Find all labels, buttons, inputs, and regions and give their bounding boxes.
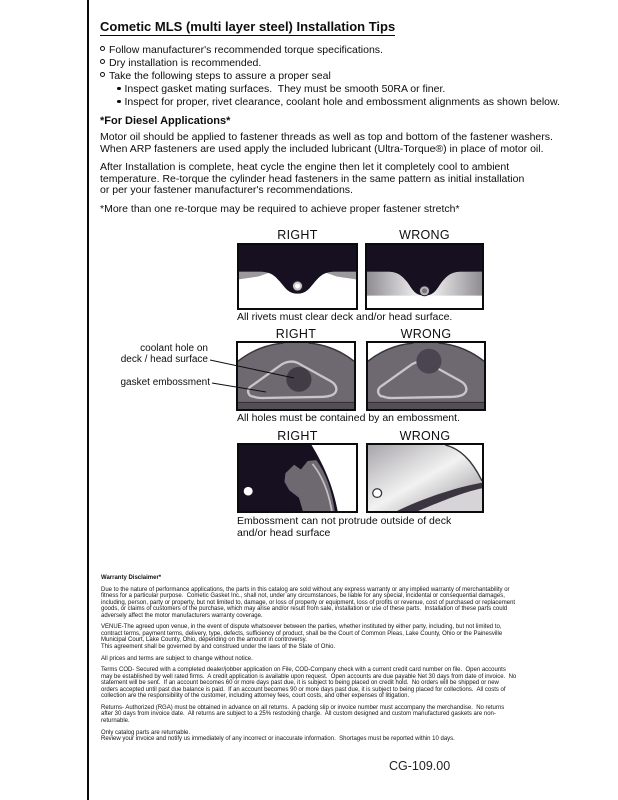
legal-paragraph: All prices and terms are subject to change without notice. [101,655,253,662]
page-title: Cometic MLS (multi layer steel) Installation Tips [100,19,396,34]
list-item: Follow manufacturer's recommended torque specifications. [100,44,560,57]
rivet-caption: All rivets must clear deck and/or head surface. [237,311,453,323]
holes-right-label: RIGHT [275,327,317,341]
rivet-wrong-diagram [365,243,484,310]
holes-wrong-label: WRONG [400,327,452,341]
coolant-hole-annotation: coolant hole on deck / head surface [120,343,208,365]
embossment-wrong-label: WRONG [399,429,451,443]
diesel-heading: *For Diesel Applications* [100,115,231,127]
holes-right-graphic [238,343,354,409]
warranty-disclaimer-section [101,575,517,748]
embossment-wrong-diagram [366,443,484,513]
left-margin-rule [87,0,89,800]
holes-right-diagram [236,341,356,411]
legal-paragraph: Due to the nature of performance applications, the parts in this catalog are sold without any express warranty or any implied warranty of merchantability or fitness for a particular purpose. Cometic Gasket Inc., shall not, under any circumstances, be liable for any special, incidental or consequential damages, including, person, party or property, but not limited to, damage, or loss of property or equipment, loss of profits or revenue, cost of purchased or replacement goods, or claims of customers of the purchase, which may arise and/or result from sale, installation or use of these parts. Installation of these parts could adversely affect the motor manufacturers warranty coverage. [101,586,517,619]
legal-paragraph: Only catalog parts are returnable. [101,729,191,736]
warranty-disclaimer-heading: Warranty Disclaimer* [101,575,162,581]
legal-paragraph: Returns- Authorized (RGA) must be obtained in advance on all returns. A packing slip or invoice number must accompany the merchandise. No returns after 30 days from invoice date. All returns are subject to a 25% restocking charge. All custom designed and custom manufactured gaskets are non-returnable. [101,705,506,724]
gasket-embossment-annotation: gasket embossment [120,377,210,388]
embossment-right-label: RIGHT [277,429,318,443]
legal-paragraph: Review your invoice and notify us immediately of any incorrect or inaccurate information. Shortages must be reported within 10 days. [101,736,455,743]
embossment-wrong-graphic [368,445,482,511]
holes-caption: All holes must be contained by an embossment. [237,412,460,424]
diesel-paragraph-2: After Installation is complete, heat cycle the engine then let it completely cool to ambient temperature. Re-torque the cylinder head fasteners in the same pattern as initial installation or per your fastener manufacturer's recommendations. [100,161,525,196]
rivet-wrong-label: WRONG [399,228,450,242]
embossment-right-graphic [239,445,356,511]
rivet-right-label: RIGHT [277,228,318,242]
list-item: Take the following steps to assure a proper seal [100,70,560,83]
list-sub-item: Inspect gasket mating surfaces. They must be smooth 50RA or finer. [117,83,560,96]
list-sub-item: Inspect for proper, rivet clearance, coolant hole and embossment alignments as shown below. [117,96,560,109]
holes-wrong-diagram [366,341,486,411]
retorque-note: *More than one re-torque may be required to achieve proper fastener stretch* [100,203,460,215]
embossment-caption: Embossment can not protrude outside of deck and/or head surface [237,515,452,539]
legal-paragraph: VENUE-The agreed upon venue, in the event of dispute whatsoever between the parties, whether instituted by either party, including, but not limited to, contract terms, payment terms, delivery, type, defects, sufficiency of product, shall be the Court of Common Pleas, Lake County, Ohio or the Painesville Municipal Court, Lake County, Ohio, depending on the amount in controversy. [101,624,504,644]
rivet-wrong-graphic [367,245,482,308]
legal-paragraph: Terms COD- Secured with a completed dealer/jobber application on File, COD-Company check with a current credit card number on file. Open accounts may be established by well rated firms. A credit application is available upon request. Open accounts are due payable Net 30 days from date of invoice. No statement will be sent. If an account becomes 60 or more days past due, it is subject to being placed on credit hold. No orders will be shipped or new orders accepted until past due balance is paid. If an account becomes 90 or more days past due, it is subject to being placed for collections. All costs of collection are the responsibility of the customer, including attorney fees, court costs, and other expenses of litigation. [101,667,518,700]
embossment-right-diagram [237,443,358,513]
diesel-paragraph-1: Motor oil should be applied to fastener threads as well as top and bottom of the fastener washers. When ARP fasteners are used apply the included lubricant (Ultra-Torque®) in place of motor oil. [100,131,553,155]
holes-wrong-graphic [368,343,484,409]
catalog-page-number: CG-109.00 [389,759,451,773]
rivet-right-diagram [237,243,358,310]
rivet-right-graphic [239,245,356,308]
list-item: Dry installation is recommended. [100,57,560,70]
installation-tips-list [100,44,560,109]
legal-paragraph: This agreement shall be governed by and construed under the laws of the State of Ohio. [101,643,336,650]
